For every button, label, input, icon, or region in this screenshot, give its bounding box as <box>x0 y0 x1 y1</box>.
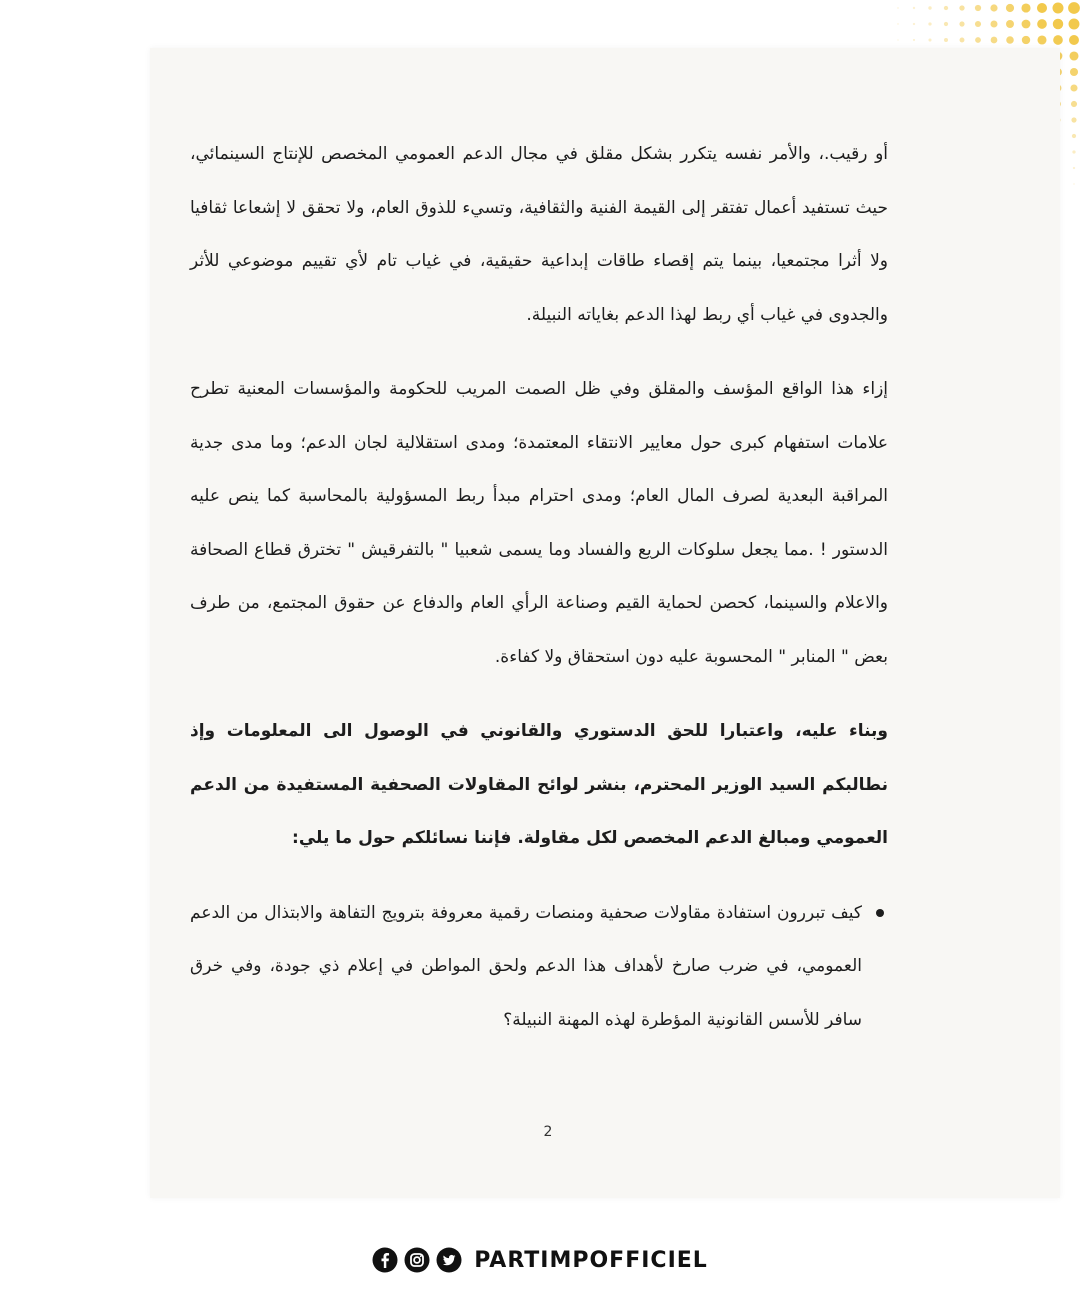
halftone-dot <box>1037 35 1046 44</box>
halftone-dot <box>1073 167 1075 169</box>
halftone-dot <box>1006 36 1014 44</box>
halftone-dot <box>1053 3 1064 14</box>
paragraph-questions-raised: إزاء هذا الواقع المؤسف والمقلق وفي ظل الصمت المريب للحكومة والمؤسسات المعنية تطرح علامات استفهام كبرى حول معايير الانتقاء المعتمدة؛ ومدى استقلالية لجان الدعم؛ وما مدى جدية المراقبة البعدية لصرف المال العام؛ ومدى احترام مبدأ ربط المسؤولية بالمحاسبة كما ينص عليه الدستور ! .مما يجعل سلوكات الريع والفساد وما يسمى شعبيا " بالتفرقيش " تخترق قطاع الصحافة والاعلام والسينما، كحصن لحماية القيم وصناعة الرأي العام والدفاع عن حقوق المجتمع، من طرف بعض " المنابر " المحسوبة عليه دون استحقاق ولا كفاءة. <box>190 379 888 667</box>
paragraph-request-to-minister: وبناء عليه، واعتبارا للحق الدستوري والقانوني في الوصول الى المعلومات وإذ نطالبكم السيد الوزير المحترم، بنشر لوائح المقاولات الصحفية المستفيدة من الدعم العمومي ومبالغ الدعم المخصص لكل مقاولة. فإننا نسائلكم حول ما يلي: <box>190 721 888 848</box>
halftone-dot <box>897 39 898 40</box>
halftone-dot <box>990 4 997 11</box>
halftone-dot <box>1037 19 1047 29</box>
halftone-dot <box>1053 19 1063 29</box>
paragraph-cinema-support: أو رقيب.، والأمر نفسه يتكرر بشكل مقلق في مجال الدعم العمومي المخصص للإنتاج السينمائي، حيث تستفيد أعمال تفتقر إلى القيمة الفنية والثقافية، وتسيء للذوق العام، ولا تحقق لا إشعاعا ثقافيا ولا أثرا مجتمعيا، بينما يتم إقصاء طاقات إبداعية حقيقية، في غياب تام لأي تقييم موضوعي للأثر والجدوى في غياب أي ربط لهذا الدعم بغاياته النبيلة. <box>190 144 888 325</box>
halftone-dot <box>928 38 931 41</box>
halftone-dot <box>928 22 931 25</box>
list-item-text: كيف تبررون استفادة مقاولات صحفية ومنصات رقمية معروفة بترويج التفاهة والابتذال من الدعم العمومي، في ضرب صارخ لأهداف هذا الدعم ولحق المواطن في إعلام ذي جودة، وفي خرق سافر للأسس القانونية المؤطرة لهذه المهنة النبيلة؟ <box>190 902 862 1030</box>
instagram-icon[interactable] <box>404 1247 430 1273</box>
brand-handle: PARTIMPOFFICIEL <box>474 1247 708 1273</box>
halftone-dot <box>1022 20 1031 29</box>
halftone-dot <box>1070 68 1078 76</box>
halftone-dot <box>897 23 898 24</box>
halftone-dot <box>897 7 898 8</box>
halftone-dot <box>1021 3 1030 12</box>
halftone-dot <box>1069 35 1079 45</box>
halftone-dot <box>960 38 965 43</box>
halftone-dot <box>1037 3 1047 13</box>
halftone-dot <box>1072 150 1075 153</box>
halftone-dot <box>1022 36 1030 44</box>
halftone-dot <box>944 38 948 42</box>
halftone-dot <box>991 37 998 44</box>
footer-social-bar <box>0 1241 1080 1279</box>
facebook-icon[interactable] <box>372 1247 398 1273</box>
halftone-dot <box>1006 4 1014 12</box>
bullet-icon <box>876 909 884 917</box>
halftone-dot <box>959 21 964 26</box>
document-body <box>190 128 888 1047</box>
halftone-dot <box>944 22 948 26</box>
page-number: 2 <box>543 1124 553 1140</box>
halftone-dot <box>1072 134 1076 138</box>
twitter-icon[interactable] <box>436 1247 462 1273</box>
halftone-dot <box>1069 51 1078 60</box>
halftone-dot <box>975 21 981 27</box>
halftone-dot <box>913 7 915 9</box>
halftone-dot <box>1071 117 1076 122</box>
halftone-dot <box>1069 19 1080 30</box>
halftone-dot <box>1073 183 1074 184</box>
halftone-dot <box>1053 35 1063 45</box>
halftone-dot <box>1068 2 1080 14</box>
halftone-dot <box>913 39 915 41</box>
halftone-dot <box>990 20 997 27</box>
halftone-dot <box>928 6 931 9</box>
halftone-dot <box>975 5 981 11</box>
list-item-question <box>190 887 888 1048</box>
halftone-dot <box>944 6 948 10</box>
halftone-dot <box>913 23 915 25</box>
halftone-dot <box>1070 84 1077 91</box>
halftone-dot <box>959 5 964 10</box>
halftone-dot <box>975 37 981 43</box>
halftone-dot <box>1071 101 1077 107</box>
halftone-dot <box>1006 20 1014 28</box>
